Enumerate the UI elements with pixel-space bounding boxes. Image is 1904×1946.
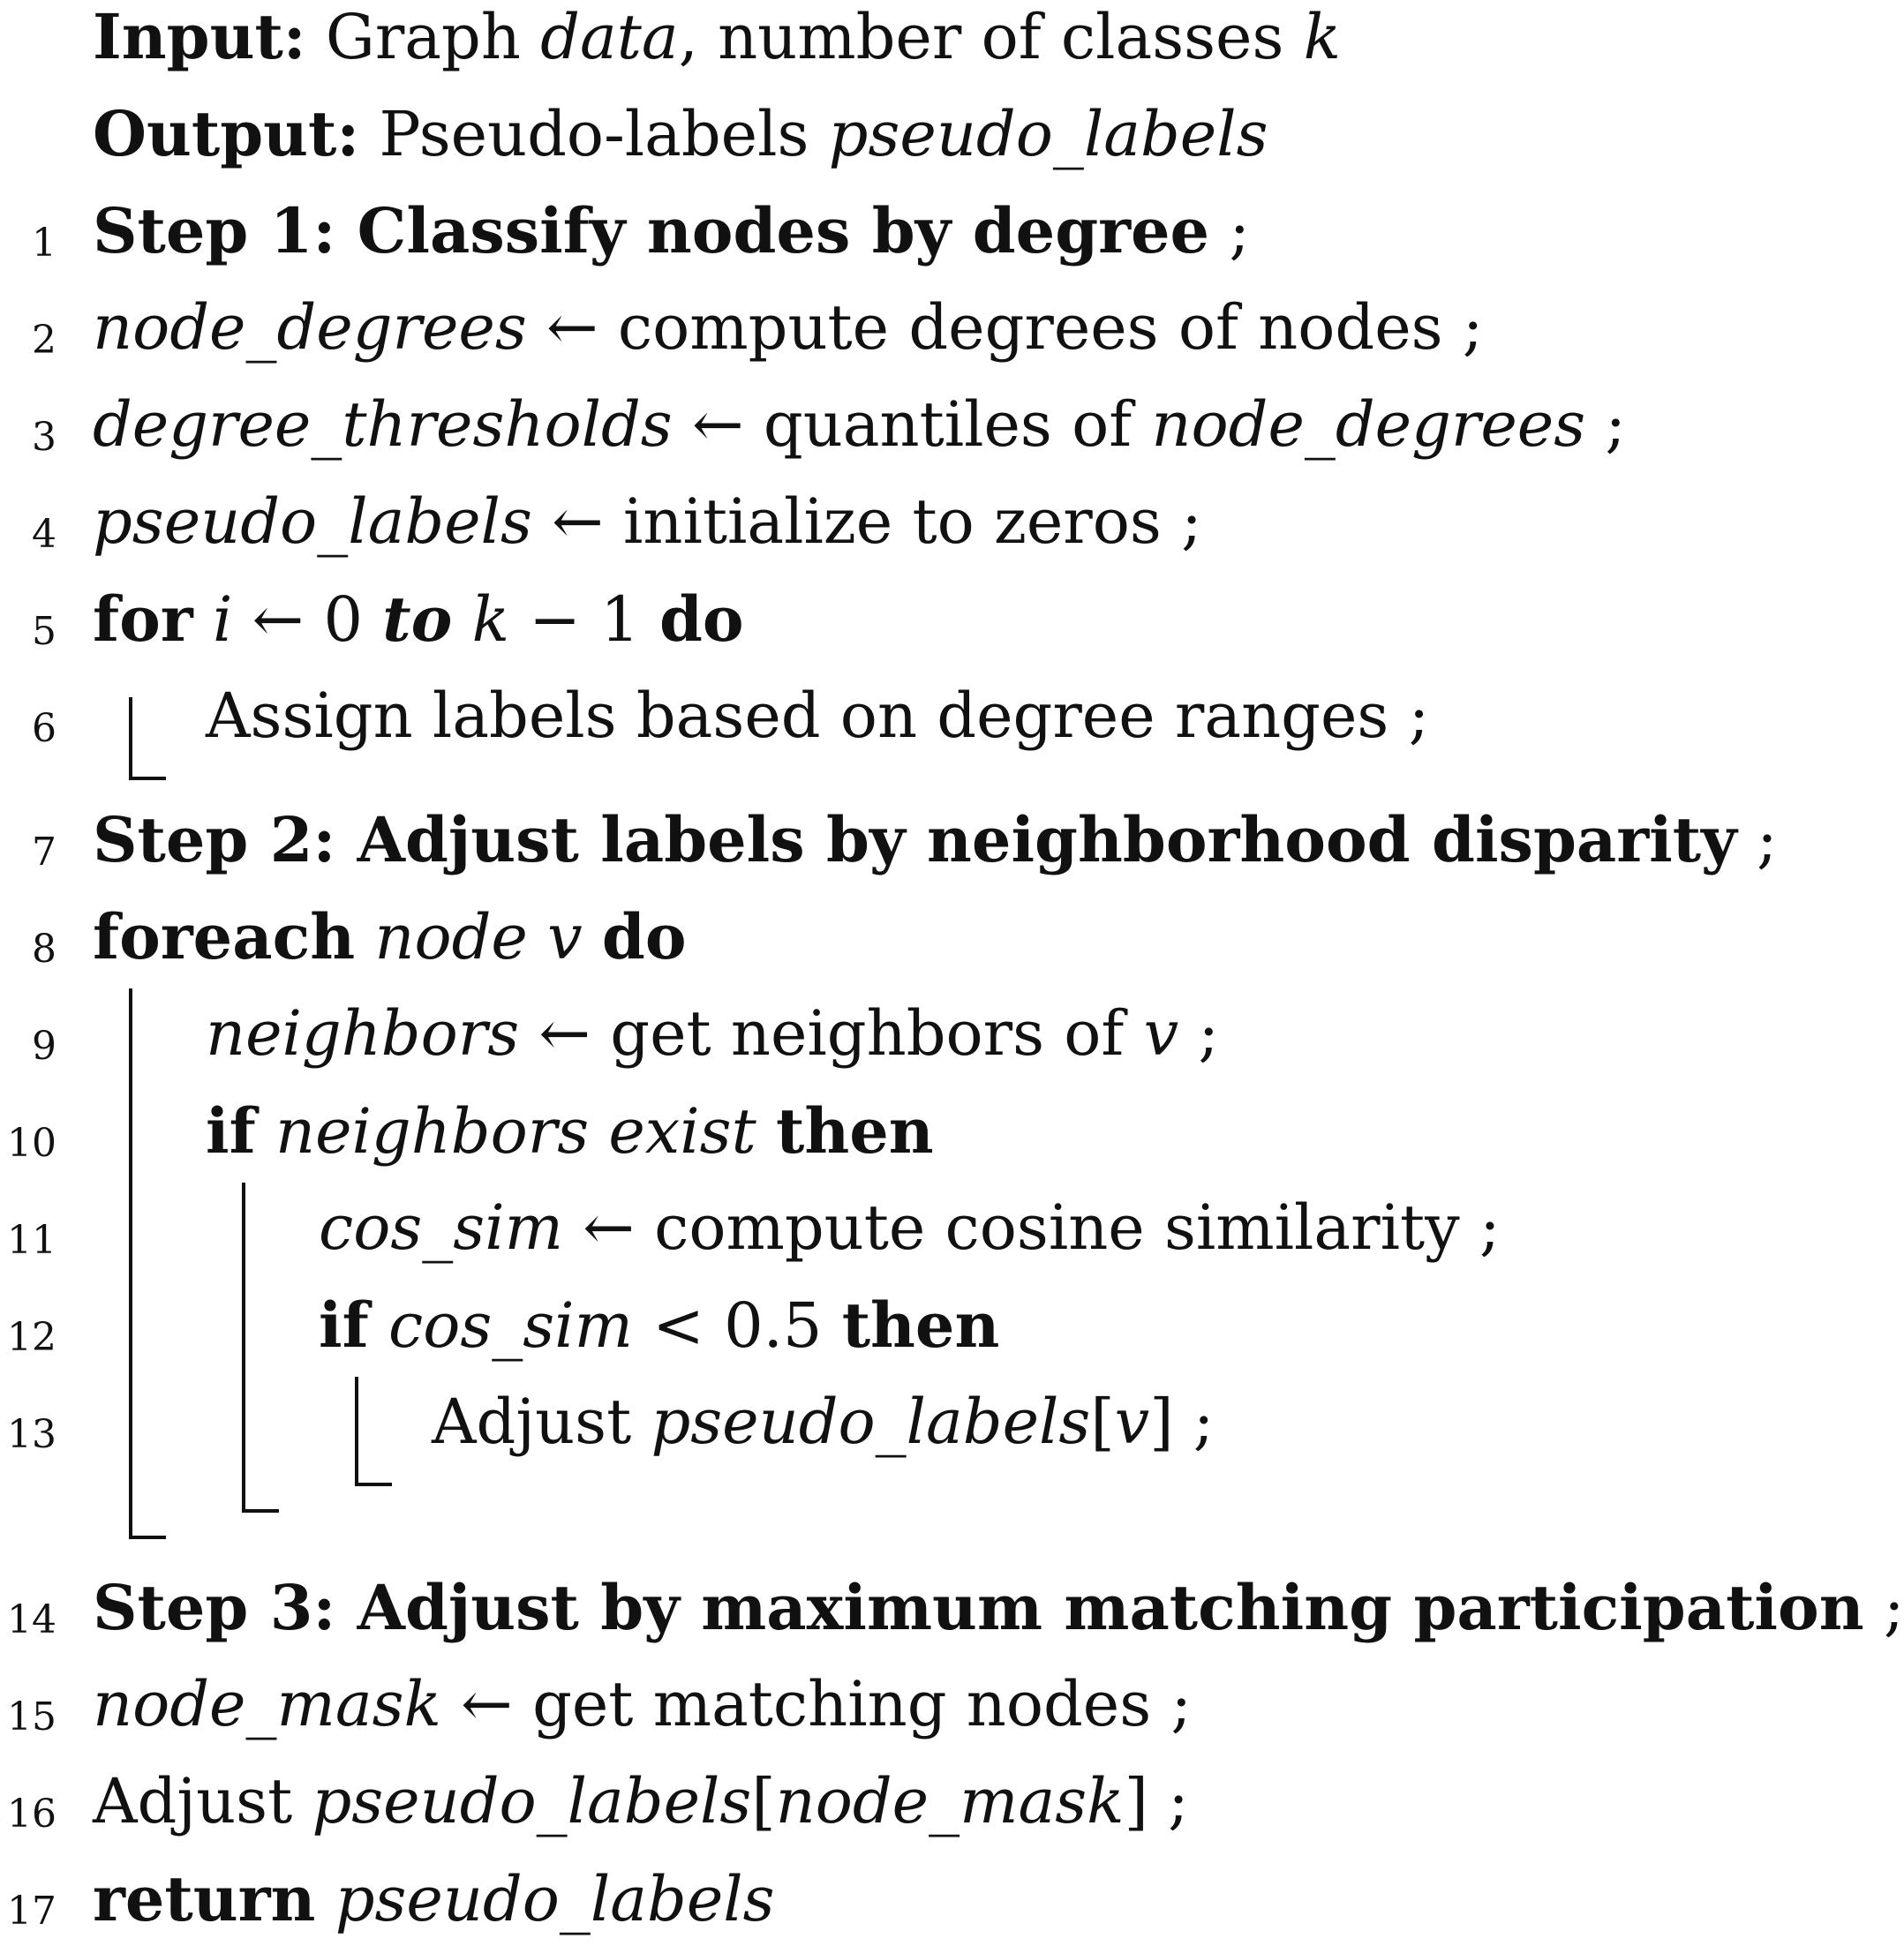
line-text xyxy=(319,1289,999,1362)
algorithm-line xyxy=(0,0,1688,79)
text-run: then xyxy=(841,1289,1000,1362)
text-run xyxy=(756,1095,776,1168)
algorithm-line xyxy=(0,662,1688,759)
line-number: 17 xyxy=(7,1889,56,1934)
text-run: Output: xyxy=(93,97,360,170)
line-number: 1 xyxy=(32,221,56,266)
line-number: 7 xyxy=(32,830,56,875)
text-run xyxy=(452,583,471,656)
text-run xyxy=(315,1863,335,1935)
line-text xyxy=(93,291,1483,364)
text-run: node_degrees xyxy=(93,291,527,364)
line-number: 12 xyxy=(7,1315,56,1360)
line-text xyxy=(206,680,1429,752)
line-text xyxy=(93,803,1778,876)
line-number: 2 xyxy=(32,318,56,363)
text-run: ; xyxy=(1209,195,1250,267)
line-text xyxy=(93,194,1250,267)
text-run: ← initialize to zeros ; xyxy=(531,485,1202,558)
text-run: Input: xyxy=(93,0,306,73)
text-run: [ xyxy=(751,1765,776,1837)
line-number: 3 xyxy=(32,415,56,460)
line-text xyxy=(93,1571,1904,1644)
text-run: v xyxy=(1114,1386,1150,1458)
algorithm-line xyxy=(0,565,1688,662)
line-text xyxy=(206,1094,934,1168)
text-run xyxy=(583,901,602,973)
line-text xyxy=(319,1191,1501,1264)
text-run xyxy=(256,1095,275,1168)
text-run: pseudo_labels xyxy=(93,485,532,558)
text-run: ← 0 xyxy=(232,583,383,656)
line-number: 9 xyxy=(32,1024,56,1069)
algorithm-line xyxy=(0,980,1688,1077)
line-text xyxy=(93,485,1202,558)
algorithm-line xyxy=(0,1650,1688,1747)
text-run: k xyxy=(1303,1,1342,73)
text-run: Step 2: Adjust labels by neighborhood disparity xyxy=(93,803,1737,876)
line-number: 11 xyxy=(7,1218,56,1263)
text-run: ← get neighbors of xyxy=(519,997,1144,1070)
line-text xyxy=(432,1386,1214,1458)
text-run: pseudo_labels xyxy=(651,1386,1091,1458)
algorithm-line xyxy=(0,468,1688,565)
text-run: do xyxy=(601,900,687,973)
text-run: cos_sim xyxy=(319,1191,563,1264)
text-run: node v xyxy=(374,901,583,973)
text-run: if xyxy=(319,1289,369,1362)
line-text xyxy=(93,1862,775,1935)
text-run: [ xyxy=(1090,1386,1115,1458)
text-run: ; xyxy=(1178,997,1219,1070)
text-run: pseudo_labels xyxy=(312,1765,752,1837)
text-run: ← get matching nodes ; xyxy=(440,1668,1192,1740)
text-run xyxy=(355,901,374,973)
text-run: < 0.5 xyxy=(632,1289,842,1362)
text-run: Adjust xyxy=(432,1386,651,1458)
text-run: Assign labels based on degree ranges ; xyxy=(206,680,1430,752)
text-run: ; xyxy=(1863,1572,1904,1644)
text-run: degree_thresholds xyxy=(93,388,673,461)
line-number: 13 xyxy=(7,1412,56,1457)
line-number: 15 xyxy=(7,1694,56,1739)
line-text xyxy=(93,582,744,656)
block-bracket xyxy=(129,988,166,1539)
text-run: to xyxy=(382,582,453,656)
text-run: node_mask xyxy=(93,1668,441,1740)
text-run: ] ; xyxy=(1149,1386,1215,1458)
text-run: ; xyxy=(1585,388,1626,461)
text-run: Graph xyxy=(305,1,541,73)
text-run: cos_sim xyxy=(388,1289,633,1362)
algorithm-line xyxy=(0,274,1688,371)
text-run xyxy=(193,583,213,656)
line-number: 4 xyxy=(32,512,56,557)
line-text xyxy=(93,0,1341,73)
line-number: 8 xyxy=(32,927,56,972)
text-run: foreach xyxy=(93,900,356,973)
line-number: 6 xyxy=(32,706,56,751)
line-number: 16 xyxy=(7,1792,56,1837)
algorithm-line xyxy=(0,79,1688,177)
text-run: ← compute degrees of nodes ; xyxy=(526,291,1484,364)
algorithm-line xyxy=(0,1077,1688,1174)
text-run xyxy=(369,1289,388,1362)
text-run: neighbors xyxy=(206,997,520,1070)
text-run: − 1 xyxy=(509,583,659,656)
algorithm-line xyxy=(0,1747,1688,1845)
text-run: ; xyxy=(1736,804,1778,876)
text-run: Step 3: Adjust by maximum matching participation xyxy=(93,1571,1864,1644)
text-run: pseudo_labels xyxy=(828,98,1268,170)
line-text xyxy=(93,1765,1189,1837)
algorithm-line xyxy=(0,1553,1904,1650)
text-run: do xyxy=(658,582,744,656)
text-run: ← compute cosine similarity ; xyxy=(562,1191,1501,1264)
text-run: if xyxy=(206,1094,256,1168)
line-number: 10 xyxy=(7,1121,56,1166)
algorithm-line xyxy=(0,177,1688,274)
text-run: k xyxy=(471,583,510,656)
text-run: i xyxy=(212,583,233,656)
line-text xyxy=(93,97,1268,170)
block-bracket xyxy=(355,1377,392,1486)
line-number: 14 xyxy=(7,1597,56,1642)
text-run: , number of classes xyxy=(678,1,1304,73)
algorithm-line xyxy=(0,883,1688,980)
text-run: Adjust xyxy=(93,1765,312,1837)
text-run: node_degrees xyxy=(1151,388,1586,461)
block-bracket xyxy=(242,1183,279,1513)
text-run: neighbors exist xyxy=(275,1095,756,1168)
text-run: ] ; xyxy=(1124,1765,1189,1837)
line-text xyxy=(206,997,1219,1070)
algorithm-line xyxy=(0,1845,1688,1942)
line-number: 5 xyxy=(32,609,56,654)
text-run: for xyxy=(93,582,193,656)
text-run: Step 1: Classify nodes by degree xyxy=(93,194,1210,267)
text-run: Pseudo-labels xyxy=(359,98,829,170)
text-run: data xyxy=(540,1,679,73)
line-text xyxy=(93,388,1626,461)
block-bracket xyxy=(129,697,166,780)
text-run: node_mask xyxy=(775,1765,1125,1837)
text-run: ← quantiles of xyxy=(672,388,1152,461)
text-run: v xyxy=(1143,997,1179,1070)
text-run: return xyxy=(93,1862,316,1935)
algorithm-line xyxy=(0,785,1778,883)
line-text xyxy=(93,1668,1192,1740)
text-run: pseudo_labels xyxy=(335,1863,775,1935)
text-run: then xyxy=(775,1094,934,1168)
algorithm-line xyxy=(0,371,1688,468)
line-text xyxy=(93,900,687,973)
